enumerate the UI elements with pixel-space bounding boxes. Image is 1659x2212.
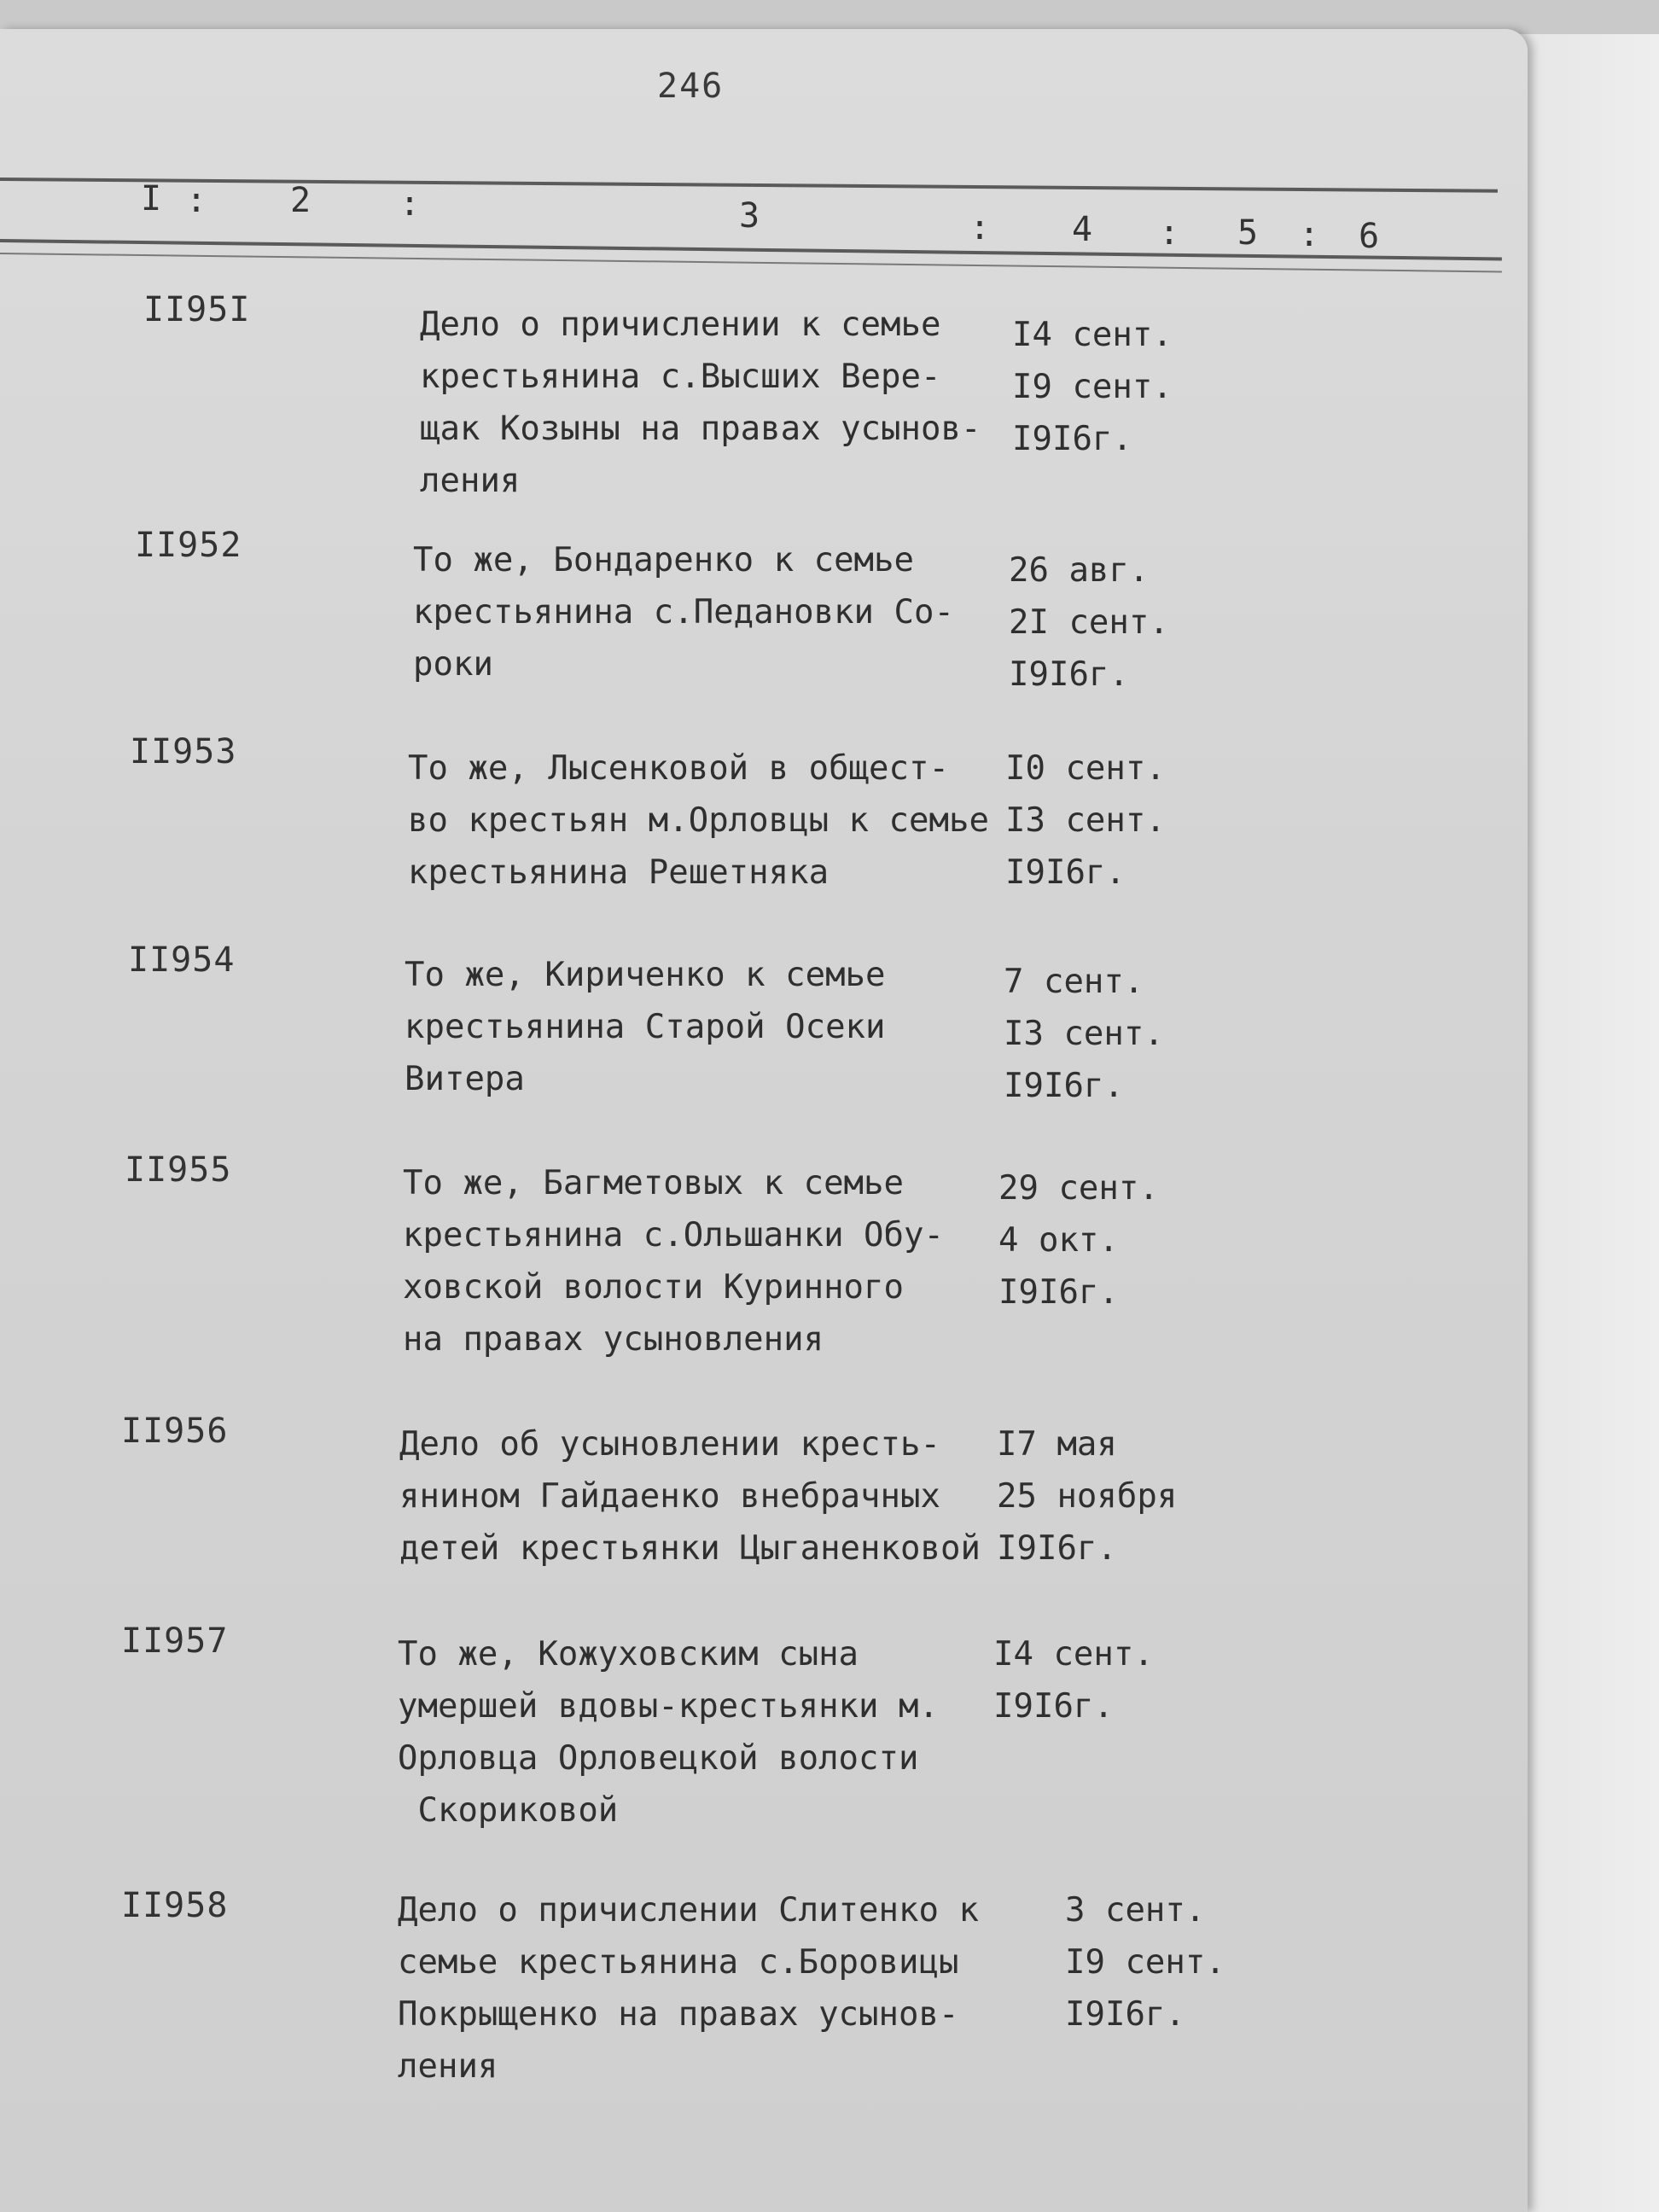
- entry-description: Дело о причислении к семье крестьянина с.Высших Вере- щак Козыны на правах усынов- ления: [420, 306, 981, 500]
- column-separator: :: [1159, 213, 1180, 253]
- entry-description: То же, Бондаренко к семье крестьянина с.Педановки Со- роки: [413, 541, 954, 684]
- entry-dates: 7 сент. I3 сент. I9I6г.: [1004, 963, 1164, 1105]
- entry-number: II956: [121, 1412, 229, 1451]
- column-header-1: I: [141, 179, 162, 218]
- archive-page: [0, 29, 1528, 2212]
- entry-description: То же, Багметовых к семье крестьянина с.Ольшанки Обу- ховской волости Куринного на правах усыновления: [403, 1164, 944, 1359]
- column-header-5: 5: [1237, 213, 1259, 253]
- header-top-rule: [0, 178, 1498, 193]
- entry-number: II957: [121, 1621, 229, 1661]
- column-separator: :: [969, 208, 991, 247]
- entry-dates: 29 сент. 4 окт. I9I6г.: [998, 1169, 1159, 1312]
- entry-dates: 3 сент. I9 сент. I9I6г.: [1065, 1891, 1225, 2034]
- entry-description: То же, Лысенковой в общест- во крестьян м.Орловцы к семье крестьянина Решетняка: [408, 749, 989, 892]
- entry-number: II952: [135, 526, 242, 565]
- entry-number: II953: [130, 732, 237, 771]
- column-header-4: 4: [1072, 210, 1093, 249]
- column-header-6: 6: [1359, 217, 1380, 256]
- entry-dates: I4 сент. I9I6г.: [993, 1635, 1154, 1726]
- column-separator: :: [1299, 215, 1320, 254]
- entry-number: II954: [128, 940, 236, 980]
- entry-description: То же, Кириченко к семье крестьянина Старой Осеки Витера: [405, 956, 886, 1098]
- entry-dates: 26 авг. 2I сент. I9I6г.: [1009, 551, 1169, 694]
- entry-description: То же, Кожуховским сына умершей вдовы-крестьянки м. Орловца Орловецкой волости Скориковой: [398, 1635, 939, 1830]
- entry-dates: I0 сент. I3 сент. I9I6г.: [1005, 749, 1166, 892]
- column-header-3: 3: [739, 196, 760, 236]
- column-header-2: 2: [290, 181, 311, 220]
- header-bottom-rule: [0, 239, 1502, 261]
- entry-description: Дело об усыновлении кресть- янином Гайдаенко внебрачных детей крестьянки Цыганенковой: [399, 1425, 981, 1568]
- column-separator: :: [399, 184, 421, 224]
- entry-description: Дело о причислении Слитенко к семье крестьянина с.Боровицы Покрыщенко на правах усынов- ления: [398, 1891, 979, 2086]
- column-separator: :: [186, 181, 207, 220]
- entry-number: II955: [125, 1150, 232, 1190]
- entry-number: II95I: [143, 290, 251, 329]
- entry-dates: I4 сент. I9 сент. I9I6г.: [1012, 316, 1173, 458]
- page-number: 246: [657, 67, 725, 106]
- entry-number: II958: [121, 1886, 229, 1925]
- entry-dates: I7 мая 25 ноября I9I6г.: [997, 1425, 1178, 1568]
